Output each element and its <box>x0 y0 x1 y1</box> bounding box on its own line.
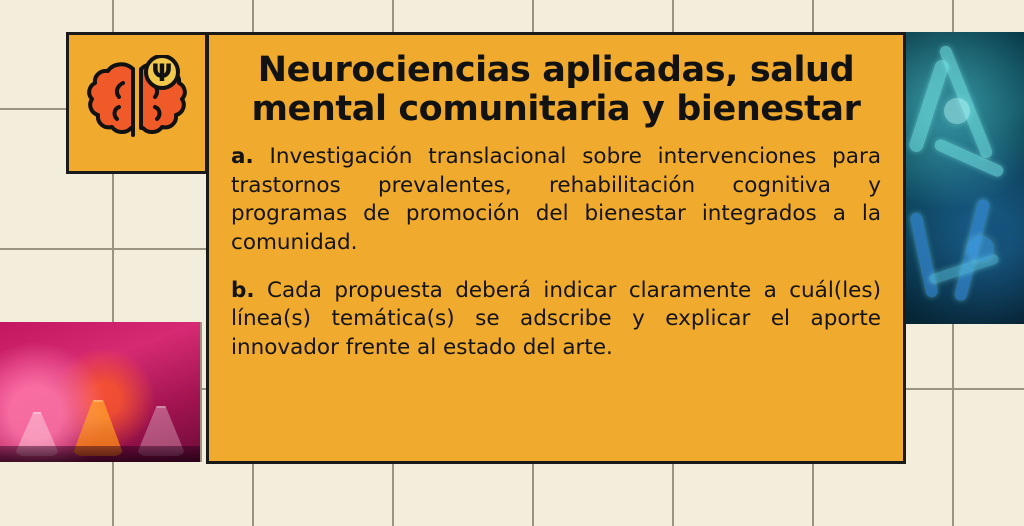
list-item <box>231 277 881 362</box>
brain-psi-icon <box>85 55 189 151</box>
laboratory-equipment-photo <box>902 32 1024 324</box>
item-text: Investigación translacional sobre intervenciones para trastornos prevalentes, rehabilitación cognitiva y programas de promoción del bienestar integrados a la comunidad. <box>231 144 881 255</box>
item-text: Cada propuesta deberá indicar claramente a cuál(les) línea(s) temática(s) se adscribe y explicar el aporte innovador frente al estado del arte. <box>231 277 881 360</box>
knob-shape <box>944 98 970 124</box>
item-marker: b. <box>231 277 255 303</box>
svg-text:Ψ: Ψ <box>151 59 173 87</box>
brain-badge-tile <box>66 32 208 174</box>
tube-shape <box>933 137 1005 178</box>
page-title: Neurociencias aplicadas, salud mental comunitaria y bienestar <box>251 50 861 130</box>
bench-shadow <box>0 446 200 462</box>
tube-shape <box>909 212 939 299</box>
laboratory-flasks-photo <box>0 322 202 462</box>
knob-shape <box>968 236 994 262</box>
card-body <box>209 139 903 362</box>
list-item <box>231 143 881 257</box>
content-card <box>206 32 906 464</box>
item-marker: a. <box>231 144 254 170</box>
